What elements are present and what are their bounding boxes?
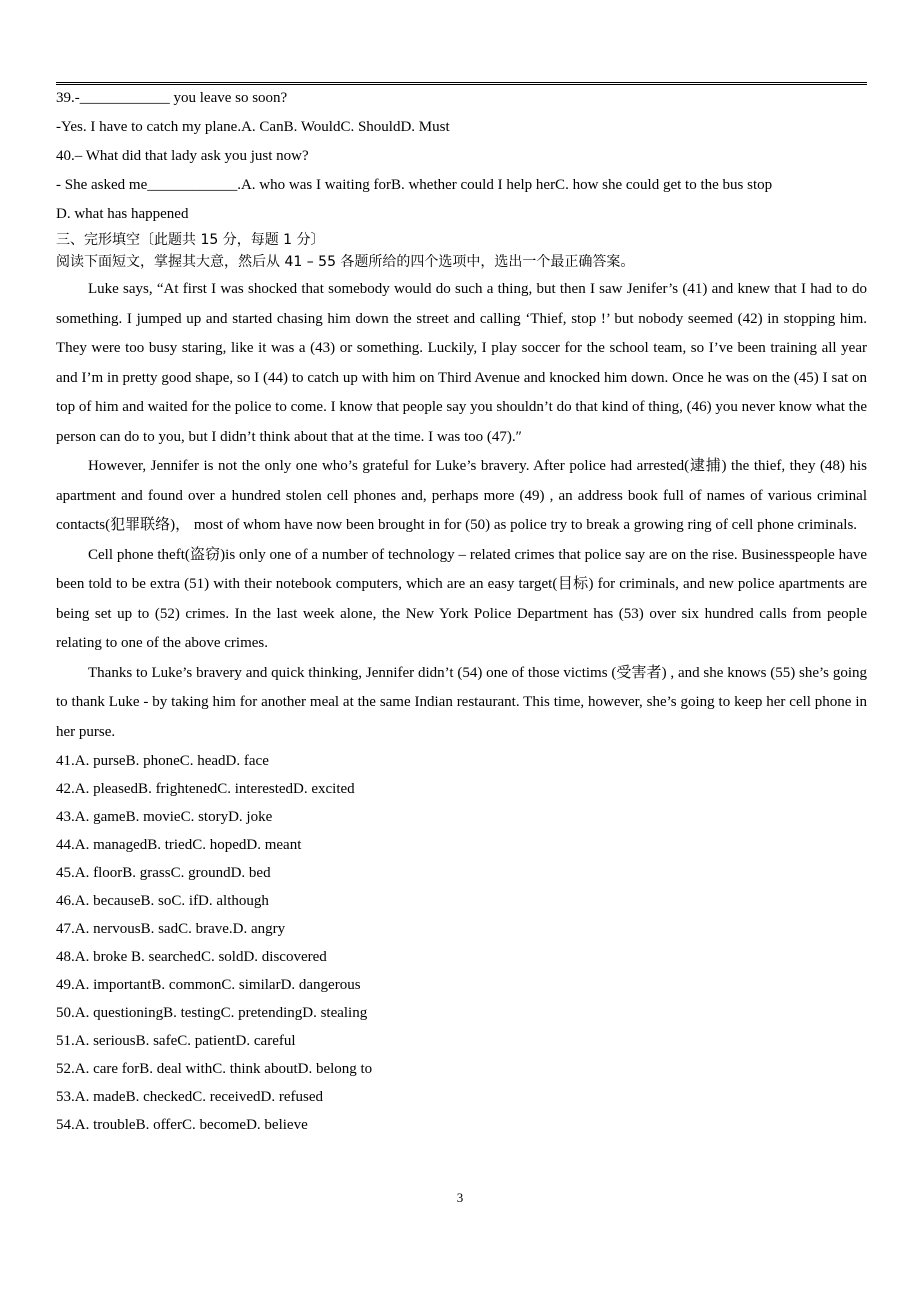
section-instruction: 阅读下面短文，掌握其大意，然后从 41 – 55 各题所给的四个选项中，选出一个最正确答案。 [56, 254, 635, 270]
page-number: 3 [456, 1190, 464, 1205]
option-row-49: 49.A. importantB. commonC. similarD. dangerous [56, 977, 361, 993]
question-40-prompt: 40.– What did that lady ask you just now? [56, 148, 309, 164]
option-row-47: 47.A. nervousB. sadC. brave.D. angry [56, 921, 286, 937]
passage-paragraph-2: However, Jennifer is not the only one who’s grateful for Luke’s bravery. After police had arrested(逮捕) the thief, they (48) his apartment and found over a hundred stolen cell phones and, perhaps more (49) , an address book full of names of various criminal contacts(犯罪联络)， most of whom have now been brought in for (50) as police try to break a growing ring of cell phone criminals. [56, 458, 867, 533]
option-row-44: 44.A. managedB. triedC. hopedD. meant [56, 837, 302, 853]
option-row-52: 52.A. care forB. deal withC. think aboutD. belong to [56, 1061, 373, 1077]
answer-options-list [56, 747, 867, 1139]
question-40-answer-options: - She asked me____________.A. who was I waiting forB. whether could I help herC. how she could get to the bus stop [56, 177, 773, 193]
option-row-41: 41.A. purseB. phoneC. headD. face [56, 753, 269, 769]
section-heading: 三、完形填空〔此题共 15 分，每题 1 分〕 [56, 232, 325, 248]
passage-paragraph-3: Cell phone theft(盗窃)is only one of a number of technology – related crimes that police say are on the rise. Businesspeople have been told to be extra (51) with their notebook computers, which are an easy target(目标) for criminals, and new police apartments are being set up to (52) crimes. In the last week alone, the New York Police Department has (53) over six hundred calls from people relating to one of the above crimes. [56, 546, 867, 651]
option-row-51: 51.A. seriousB. safeC. patientD. careful [56, 1033, 296, 1049]
option-row-45: 45.A. floorB. grassC. groundD. bed [56, 865, 271, 881]
option-row-50: 50.A. questioningB. testingC. pretendingD. stealing [56, 1005, 368, 1021]
questions-tail [56, 84, 867, 229]
question-39-answer-options: -Yes. I have to catch my plane.A. CanB. WouldC. ShouldD. Must [56, 119, 450, 135]
page-content [56, 84, 867, 1139]
passage-paragraph-1: Luke says, “At first I was shocked that somebody would do such a thing, but then I saw Jenifer’s (41) and knew that I had to do something. I jumped up and started chasing him down the street and calling ‘Thief, stop !’ but nobody seemed (42) in stopping him. They were too busy staring, like it was a (43) or something. Luckily, I play soccer for the school team, so I’ve been training all year and I’m in pretty good shape, so I (44) to catch up with him on Third Avenue and knocked him down. Once he was on the (45) I sat on top of him and waited for the police to come. I know that people say you shouldn’t do that kind of thing, (46) you never know what the person can do to you, but I didn’t think about that at the time. I was too (47).″ [56, 281, 867, 445]
option-row-46: 46.A. becauseB. soC. ifD. although [56, 893, 269, 909]
cloze-passage [56, 275, 867, 747]
passage-paragraph-4: Thanks to Luke’s bravery and quick thinking, Jennifer didn’t (54) one of those victims (受害者) , and she knows (55) she’s going to thank Luke - by taking him for another meal at the same Indian restaurant. This time, however, she’s going to keep her cell phone in her purse. [56, 664, 867, 740]
option-row-53: 53.A. madeB. checkedC. receivedD. refused [56, 1089, 323, 1105]
option-row-48: 48.A. broke B. searchedC. soldD. discovered [56, 949, 327, 965]
option-row-42: 42.A. pleasedB. frightenedC. interestedD. excited [56, 781, 355, 797]
option-row-54: 54.A. troubleB. offerC. becomeD. believe [56, 1117, 308, 1133]
question-40-option-d: D. what has happened [56, 206, 189, 222]
option-row-43: 43.A. gameB. movieC. storyD. joke [56, 809, 273, 825]
question-39-prompt: 39.-____________ you leave so soon? [56, 90, 288, 106]
